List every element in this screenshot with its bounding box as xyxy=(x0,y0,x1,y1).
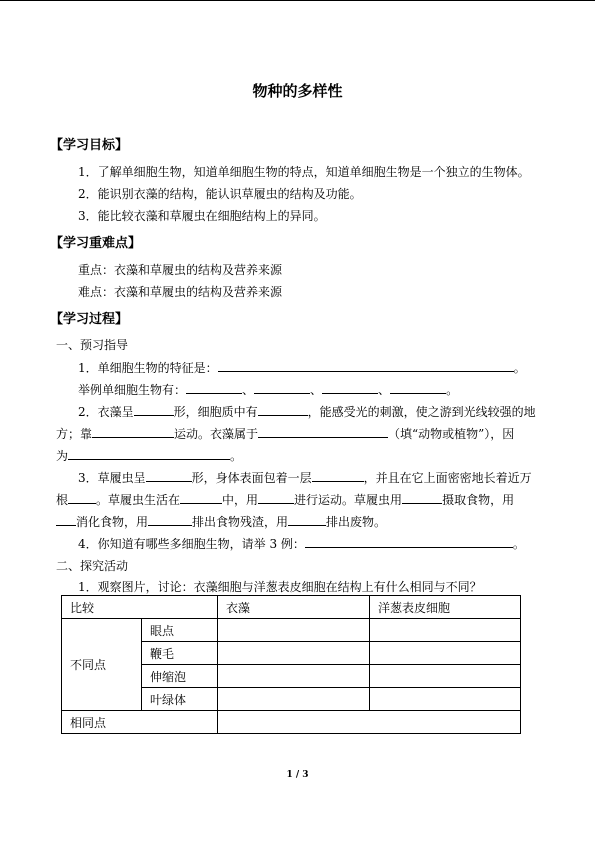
goal-item: 3．能比较衣藻和草履虫在细胞结构上的异同。 xyxy=(78,209,326,223)
section-heading-goals: 【学习目标】 xyxy=(50,138,129,153)
section-heading-process: 【学习过程】 xyxy=(50,312,129,327)
question-2-line-1: 2．衣藻呈 形，细胞质中有 ，能感受光的刺激，使之游到光线较强的地 xyxy=(78,405,536,419)
answer-cell[interactable] xyxy=(218,642,370,665)
goal-item: 2．能识别衣藻的结构，能认识草履虫的结构及功能。 xyxy=(78,187,362,201)
blank-field[interactable] xyxy=(134,403,174,416)
answer-cell[interactable] xyxy=(370,665,521,688)
blank-field[interactable] xyxy=(254,381,310,394)
page-title: 物种的多样性 xyxy=(252,82,343,100)
blank-field[interactable] xyxy=(312,469,364,482)
blank-field[interactable] xyxy=(402,491,442,504)
table-row xyxy=(62,619,521,642)
table-header-row xyxy=(62,596,521,619)
blank-field[interactable] xyxy=(68,491,96,504)
question-1-examples: 举例单细胞生物有： 、 、 、 。 xyxy=(78,383,459,397)
question-4: 4．你知道有哪些多细胞生物，请举 3 例： 。 xyxy=(78,537,525,551)
answer-cell[interactable] xyxy=(370,642,521,665)
blank-field[interactable] xyxy=(180,491,222,504)
row-label: 眼点 xyxy=(142,619,218,642)
answer-cell[interactable] xyxy=(370,619,521,642)
blank-field[interactable] xyxy=(390,381,446,394)
header-cell-chlamydomonas: 衣藻 xyxy=(218,596,370,619)
row-label: 鞭毛 xyxy=(142,642,218,665)
header-cell-onion-epidermis: 洋葱表皮细胞 xyxy=(370,596,521,619)
part2-heading: 二、探究活动 xyxy=(56,559,129,573)
question-3-line-1: 3．草履虫呈 形，身体表面包着一层 ，并且在它上面密密地长着近万 xyxy=(78,471,532,485)
blank-field[interactable] xyxy=(68,447,230,460)
blank-field[interactable] xyxy=(322,381,378,394)
row-label: 叶绿体 xyxy=(142,688,218,711)
question-3-line-3: 消化食物，用 排出食物残渣，用 排出废物。 xyxy=(56,513,386,530)
blank-field[interactable] xyxy=(148,513,192,526)
comparison-table xyxy=(61,595,521,734)
row-label-similarities: 相同点 xyxy=(62,711,218,734)
blank-field[interactable] xyxy=(288,513,326,526)
blank-field[interactable] xyxy=(56,513,76,526)
question-2-line-3: 为 。 xyxy=(56,449,243,463)
goal-item: 1．了解单细胞生物，知道单细胞生物的特点，知道单细胞生物是一个独立的生物体。 xyxy=(78,165,530,179)
answer-cell[interactable] xyxy=(370,688,521,711)
header-cell-compare: 比较 xyxy=(62,596,218,619)
section-heading-key-points: 【学习重难点】 xyxy=(50,236,142,251)
answer-cell[interactable] xyxy=(218,665,370,688)
blank-field[interactable] xyxy=(305,535,513,548)
answer-cell[interactable] xyxy=(218,711,521,734)
blank-field[interactable] xyxy=(258,403,308,416)
row-label: 伸缩泡 xyxy=(142,665,218,688)
table-row xyxy=(62,711,521,734)
blank-field[interactable] xyxy=(258,425,388,438)
key-difficulty: 难点：衣藻和草履虫的结构及营养来源 xyxy=(78,285,283,299)
key-focus: 重点：衣藻和草履虫的结构及营养来源 xyxy=(78,263,283,277)
question-1: 1．单细胞生物的特征是： 。 xyxy=(78,361,526,375)
row-label-differences: 不同点 xyxy=(62,619,142,711)
blank-field[interactable] xyxy=(92,425,174,438)
part1-heading: 一、预习指导 xyxy=(56,338,129,352)
page-top-border xyxy=(0,0,595,1)
answer-cell[interactable] xyxy=(218,688,370,711)
blank-field[interactable] xyxy=(218,359,514,372)
activity-question: 1．观察图片，讨论：衣藻细胞与洋葱表皮细胞在结构上有什么相同与不同？ xyxy=(78,580,482,594)
blank-field[interactable] xyxy=(186,381,242,394)
page-number: 1 / 3 xyxy=(286,770,309,780)
blank-field[interactable] xyxy=(258,491,294,504)
blank-field[interactable] xyxy=(146,469,192,482)
answer-cell[interactable] xyxy=(218,619,370,642)
question-2-line-2: 方；靠 运动。衣藻属于 （填“动物或植物”），因 xyxy=(56,427,515,441)
question-3-line-2: 根 。草履虫生活在 中，用 进行运动。草履虫用 摄取食物，用 xyxy=(56,493,515,507)
